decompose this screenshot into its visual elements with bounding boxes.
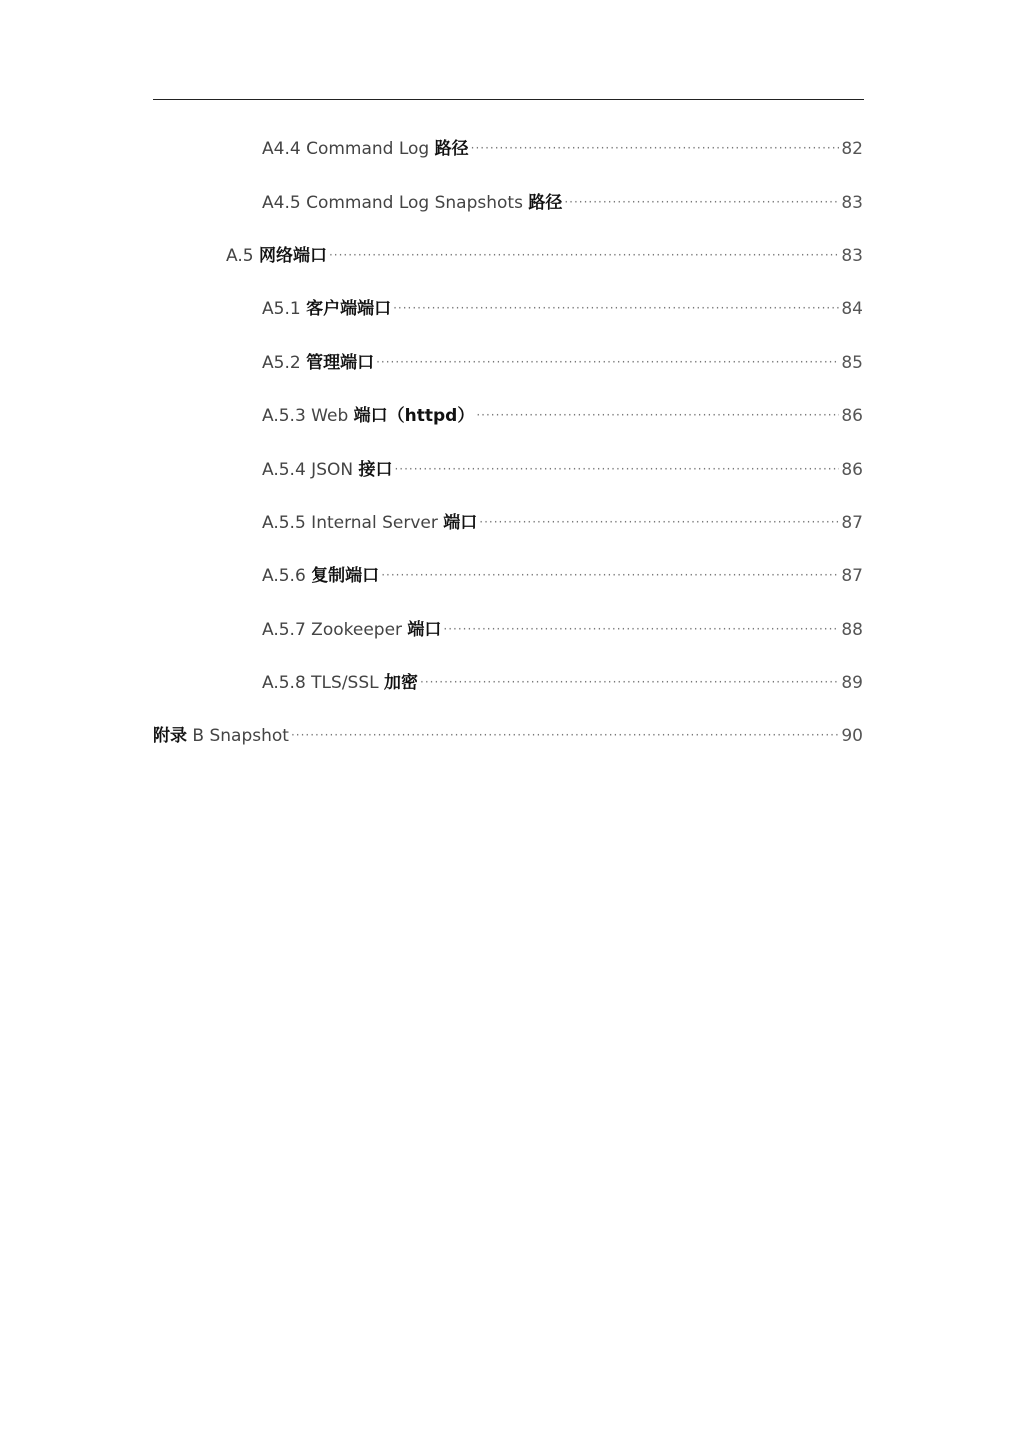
toc-entry-title: 附录 B Snapshot: [153, 726, 289, 746]
dot-leader: [564, 190, 839, 214]
toc-page-number: 84: [841, 299, 863, 319]
toc-entry-a5-4[interactable]: [262, 458, 863, 483]
toc-entry-a5-2[interactable]: [262, 351, 863, 376]
toc-entry-appendix-b[interactable]: [153, 724, 863, 749]
dot-leader: [471, 136, 840, 160]
toc-page-number: 87: [841, 513, 863, 533]
dot-leader: [376, 350, 839, 374]
dot-leader: [479, 510, 839, 534]
toc-entry-a4-4[interactable]: [262, 137, 863, 162]
toc-entry-title: A.5.8 TLS/SSL 加密: [262, 673, 419, 693]
toc-entry-title: A.5.3 Web 端口（httpd）: [262, 406, 475, 426]
header-rule: [153, 99, 864, 100]
toc-entry-a5-5[interactable]: [262, 511, 863, 536]
toc-entry-a5-8[interactable]: [262, 671, 863, 696]
toc-entry-title: A4.5 Command Log Snapshots 路径: [262, 193, 563, 213]
toc-page-number: 87: [841, 566, 863, 586]
toc-entry-title: A5.2 管理端口: [262, 353, 375, 373]
toc-entry-a5-1[interactable]: [262, 297, 863, 322]
dot-leader: [420, 670, 839, 694]
toc-page-number: 86: [841, 460, 863, 480]
toc-page-number: 83: [841, 193, 863, 213]
toc-page-number: 90: [841, 726, 863, 746]
toc-page-number: 82: [841, 139, 863, 159]
toc-entry-title: A.5.5 Internal Server 端口: [262, 513, 478, 533]
toc-entry-title: A.5 网络端口: [226, 246, 327, 266]
dot-leader: [329, 243, 839, 267]
toc-page-number: 83: [841, 246, 863, 266]
toc-entry-title: A5.1 客户端端口: [262, 299, 392, 319]
toc-page-number: 88: [841, 620, 863, 640]
toc-entry-a5-6[interactable]: [262, 564, 863, 589]
toc-page-number: 85: [841, 353, 863, 373]
toc-entry-title: A.5.6 复制端口: [262, 566, 380, 586]
dot-leader: [476, 403, 839, 427]
toc-entry-title: A.5.7 Zookeeper 端口: [262, 620, 442, 640]
toc-entry-a5-7[interactable]: [262, 618, 863, 643]
dot-leader: [443, 617, 839, 641]
dot-leader: [291, 723, 839, 747]
dot-leader: [393, 296, 839, 320]
dot-leader: [394, 457, 839, 481]
toc-entry-title: A.5.4 JSON 接口: [262, 460, 393, 480]
dot-leader: [381, 563, 839, 587]
toc-entry-title: A4.4 Command Log 路径: [262, 139, 469, 159]
toc-entry-a5-3[interactable]: [262, 404, 863, 429]
toc-entry-a4-5[interactable]: [262, 191, 863, 216]
toc-page-number: 89: [841, 673, 863, 693]
toc-page-number: 86: [841, 406, 863, 426]
toc-entry-a5[interactable]: [226, 244, 863, 269]
